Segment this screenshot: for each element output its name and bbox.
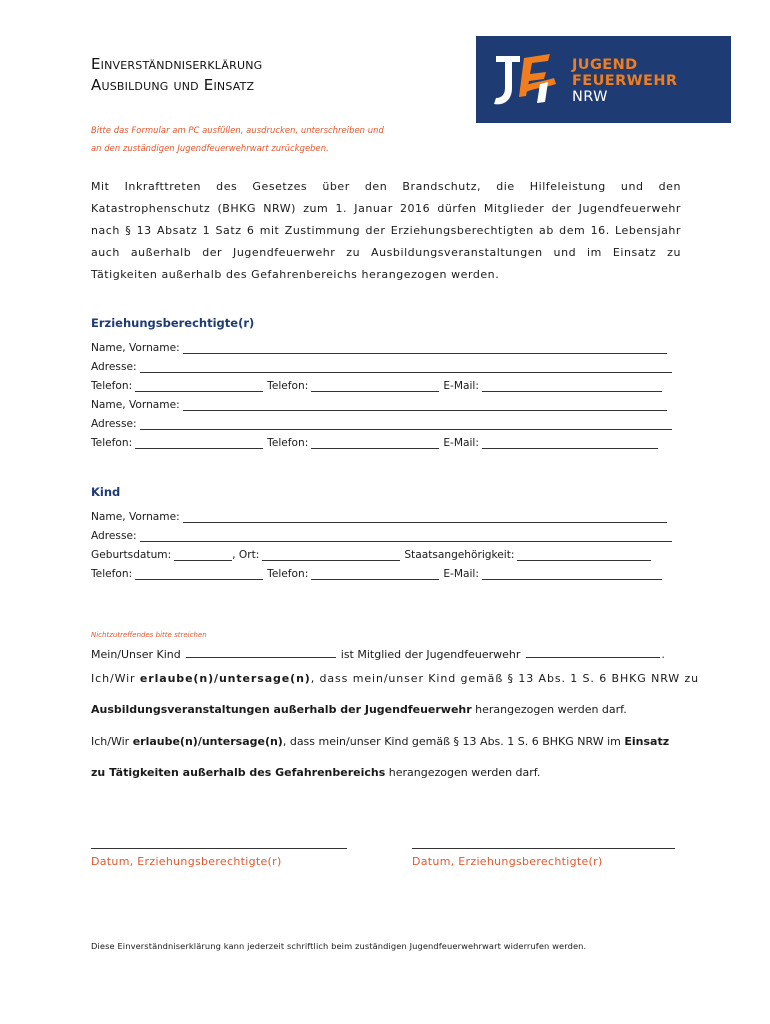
place-field[interactable]: [262, 548, 400, 561]
guardian-row-address-2: [91, 415, 691, 434]
name-field[interactable]: [183, 341, 667, 354]
signature-label-left: Datum, Erziehungsberechtigte(r): [91, 855, 282, 868]
email-label: E-Mail:: [443, 380, 479, 392]
member-end: .: [661, 648, 665, 661]
phone-field-2[interactable]: [311, 436, 439, 449]
child-row-name: [91, 508, 691, 527]
guardian-fields: [91, 339, 691, 453]
address-label: Adresse:: [91, 361, 137, 373]
birthdate-field[interactable]: [174, 548, 232, 561]
phone-label: Telefon:: [91, 437, 133, 449]
title-line-1: Einverständniserklärung: [91, 55, 263, 73]
nationality-field[interactable]: [517, 548, 651, 561]
consent-deployment-line-2: [91, 766, 681, 779]
place-label: , Ort:: [232, 549, 260, 561]
address-label: Adresse:: [91, 530, 137, 542]
phone-label-2: Telefon:: [267, 437, 309, 449]
child-heading: Kind: [91, 485, 121, 499]
phone-field[interactable]: [135, 436, 263, 449]
consent-training-line-1: [91, 672, 700, 685]
address-field[interactable]: [140, 360, 672, 373]
consent-text: herangezogen werden darf.: [385, 766, 541, 779]
instruction-line-2: an den zuständigen Jugendfeuerwehrwart zurückgeben.: [91, 143, 329, 153]
child-row-phone: [91, 565, 691, 584]
address-field[interactable]: [140, 417, 672, 430]
guardian-row-phone-1: [91, 377, 691, 396]
intro-paragraph: Mit Inkrafttreten des Gesetzes über den Brandschutz, die Hilfeleistung und den Katastrophenschutz (BHKG NRW) zum 1. Januar 2016 dürfen Mitglieder der Jugendfeuerwehr nach § 13 Absatz 1 Satz 6 mit Zustimmung der Erziehungsberechtigten ab dem 16. Lebensjahr auch außerhalb der Jugendfeuerwehr zu Ausbildungsveranstaltungen und im Einsatz zu Tätigkeiten außerhalb des Gefahrenbereichs herangezogen werden.: [91, 180, 681, 281]
fire-brigade-field[interactable]: [526, 647, 660, 658]
guardian-row-name-1: [91, 339, 691, 358]
phone-field[interactable]: [135, 567, 263, 580]
guardian-row-phone-2: [91, 434, 691, 453]
consent-text: Ich/Wir: [91, 735, 133, 748]
child-fields: [91, 508, 691, 584]
email-field[interactable]: [482, 379, 662, 392]
logo-line-3: NRW: [572, 89, 608, 105]
email-field[interactable]: [482, 567, 662, 580]
logo-text: [572, 57, 677, 105]
name-label: Name, Vorname:: [91, 342, 180, 354]
child-row-birth: [91, 546, 691, 565]
address-field[interactable]: [140, 529, 672, 542]
signature-field-right[interactable]: [412, 848, 675, 849]
member-suffix: ist Mitglied der Jugendfeuerwehr: [340, 648, 521, 661]
consent-text: , dass mein/unser Kind gemäß § 13 Abs. 1 S. 6 BHKG NRW zu: [310, 672, 700, 685]
consent-text: , dass mein/unser Kind gemäß § 13 Abs. 1 S. 6 BHKG NRW im: [282, 735, 625, 748]
consent-emphasis: Einsatz: [624, 735, 670, 748]
consent-text: herangezogen werden darf.: [471, 703, 627, 716]
guardian-heading: Erziehungsberechtigte(r): [91, 316, 255, 330]
document-title: [91, 54, 451, 96]
logo-line-2: FEUERWEHR: [572, 73, 678, 89]
instruction-line-1: Bitte das Formular am PC ausfüllen, ausdrucken, unterschreiben und: [91, 125, 384, 135]
name-field[interactable]: [183, 510, 667, 523]
consent-training-line-2: [91, 703, 681, 716]
instruction-note: [91, 121, 421, 157]
member-prefix: Mein/Unser Kind: [91, 648, 181, 661]
guardian-row-name-2: [91, 396, 691, 415]
title-line-2: Ausbildung und Einsatz: [91, 76, 255, 94]
consent-deployment-line-1: [91, 735, 681, 748]
email-label: E-Mail:: [443, 437, 479, 449]
nationality-label: Staatsangehörigkeit:: [404, 549, 515, 561]
signature-field-left[interactable]: [91, 848, 347, 849]
email-label: E-Mail:: [443, 568, 479, 580]
membership-line: [91, 647, 681, 661]
signature-label-right: Datum, Erziehungsberechtigte(r): [412, 855, 603, 868]
phone-label-2: Telefon:: [267, 568, 309, 580]
guardian-row-address-1: [91, 358, 691, 377]
consent-emphasis: Ausbildungsveranstaltungen außerhalb der Jugendfeuerwehr: [91, 703, 472, 716]
birthdate-label: Geburtsdatum:: [91, 549, 172, 561]
phone-label: Telefon:: [91, 568, 133, 580]
strike-note: Nichtzutreffendes bitte streichen: [91, 631, 207, 639]
name-field[interactable]: [183, 398, 667, 411]
phone-field-2[interactable]: [311, 567, 439, 580]
name-label: Name, Vorname:: [91, 399, 180, 411]
consent-choice[interactable]: erlaube(n)/untersage(n): [132, 735, 283, 748]
jugendfeuerwehr-logo: [476, 36, 731, 123]
phone-label-2: Telefon:: [267, 380, 309, 392]
name-label: Name, Vorname:: [91, 511, 180, 523]
jf-emblem-icon: [490, 48, 570, 112]
child-name-field[interactable]: [186, 647, 336, 658]
consent-text: Ich/Wir: [91, 672, 140, 685]
consent-emphasis: zu Tätigkeiten außerhalb des Gefahrenbereichs: [91, 766, 386, 779]
phone-field-2[interactable]: [311, 379, 439, 392]
phone-field[interactable]: [135, 379, 263, 392]
logo-line-1: JUGEND: [572, 57, 638, 73]
email-field[interactable]: [482, 436, 658, 449]
revocation-footer: Diese Einverständniserklärung kann jederzeit schriftlich beim zuständigen Jugendfeuerwehrwart widerrufen werden.: [91, 941, 587, 951]
consent-choice[interactable]: erlaube(n)/untersage(n): [139, 672, 311, 685]
child-row-address: [91, 527, 691, 546]
address-label: Adresse:: [91, 418, 137, 430]
phone-label: Telefon:: [91, 380, 133, 392]
